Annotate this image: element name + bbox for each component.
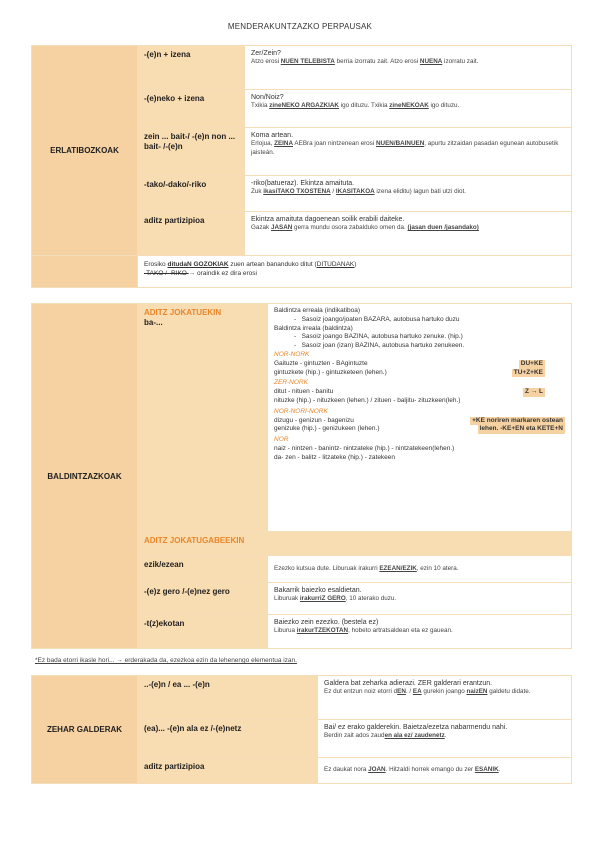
baldintzazkoak-table: [31, 303, 572, 649]
section-label-baldintzazkoak: BALDINTZAZKOAK: [32, 304, 138, 649]
footnote: *Ez bada etorri ikasle hori... → erderakada da, ezezkoa ezin da lehenengo elementua izan.: [35, 657, 297, 664]
explanation-cell: Bakarrik baiezko esaldietan. Liburuak irakurriZ GERO, 10 aterako duzu.: [268, 583, 572, 615]
zehar-galderak-table: [31, 675, 572, 784]
conditional-forms-cell: Baldintza erreala (indikatiboa) - Sasoiz joango/joaten BAZARA, autobusa hartuko duzu Baldintza irreala (baldintza) - Sasoiz joango BAZINA, autobusa hartuko zenuke. (hip.) - Sasoiz joan (izan) BAZINA, autobusa hartuko zenukeen. NOR-NORK Gaituzte - gintuzten - BAgintuzte DU+KE gintuzkete (hip.) - gintuzketeen (lehen.) TU+Z+KE ZER-NORK ditut - nituen - banitu Z → L nituzke (hip.) - nituzkeen (lehen.) / zituen - baljitu- zituzkeen(leh.) NOR-NORI-NORK dizugu - genizun - bagenizu +KE noriren markaren ostean genizuke (hip.) - genizukeen (lehen.) lehen. -KE+EN eta KETE+N NOR naiz - nintzen - banintz- nintzateke (hip.) - nintzatekeen(lehen.) da- zen - balitz - litzateke (hip.) - zatekeen: [268, 304, 572, 532]
explanation-cell: Ekintza amaituta dagoenean soilik erabili daiteke. Gazak JASAN gerra mundu osora zabalduko omen da. (jasan duen /jasandako): [245, 212, 572, 256]
page-title: MENDERAKUNTZAZKO PERPAUSAK: [227, 22, 373, 31]
explanation-cell: Ezezko kutsua dute. Liburuak irakurri EZEAN/EZIK, ezin 10 atera.: [268, 556, 572, 583]
explanation-cell: Ez daukat nora JOAN. Hitzaldi horrek emango du zer ESANIK.: [318, 758, 572, 784]
explanation-cell: Galdera bat zeharka adierazi. ZER galderari erantzun. Ez dut entzun noiz etorri dEN. / EA gurekin joango naizEN galdetu didate.: [318, 676, 572, 720]
erlatibozkoak-footer: Erosiko ditudaN GOZOKIAK zuen artean bananduko ditut (DITUDANAK) -TAKO / -RIKO → oraindik ez dira erosi: [138, 256, 572, 288]
structure-label: aditz partizipioa: [138, 212, 245, 256]
explanation-cell: Baiezko zein ezezko. (bestela ez) Liburua irakurTZEKOTAN, hobeto artratsaldean eta ez gauean.: [268, 615, 572, 649]
structure-label: ezik/ezean: [138, 556, 268, 583]
structure-label: -(e)z gero /-(e)nez gero: [138, 583, 268, 615]
erlatibozkoak-table: [31, 45, 572, 288]
explanation-cell: Zer/Zein? Atzo erosi NUEN TELEBISTA berria izorratu zait. Atzo erosi NUENA izorratu zait.: [245, 46, 572, 90]
aditz-jokatuekin-label: ADITZ JOKATUEKIN ba-...: [138, 304, 268, 532]
structure-label: ..-(e)n / ea ... -(e)n: [138, 676, 318, 720]
structure-label: aditz partizipioa: [138, 758, 318, 784]
explanation-cell: Koma artean. Erlojua, ZEINA AEBra joan nintzenean erosi NUEN/BAINUEN, apurtu zitzaidan pasadan egunean autobusetik jaisteán.: [245, 128, 572, 176]
structure-label: -(e)n + izena: [138, 46, 245, 90]
aditz-jokatugabeekin-label: ADITZ JOKATUGABEEKIN: [138, 532, 572, 556]
explanation-cell: Bai/ ez erako galderekin. Baietza/ezetza nabarmendu nahi. Berdin zait ados zauden ala ez/ zaudenetz.: [318, 720, 572, 758]
explanation-cell: Non/Noiz? Txikia zineNEKO ARGAZKIAK igo dituzu. Txikia zineNEKOAK igo dituzu.: [245, 90, 572, 128]
structure-label: -tako/-dako/-riko: [138, 176, 245, 212]
section-label-erlatibozkoak: ERLATIBOZKOAK: [32, 46, 138, 256]
structure-label: zein ... bait-/ -(e)n non ... bait- /-(e)n: [138, 128, 245, 176]
explanation-cell: -riko(batueraz). Ekintza amaituta. Zuk ikasiTAKO TXOSTENA / IKASITAKOA izena eliditu) lagun bati utzi diot.: [245, 176, 572, 212]
structure-label: -(e)neko + izena: [138, 90, 245, 128]
structure-label: (ea)... -(e)n ala ez /-(e)netz: [138, 720, 318, 758]
structure-label: -t(z)ekotan: [138, 615, 268, 649]
section-label-zehar-galderak: ZEHAR GALDERAK: [32, 676, 138, 784]
section-label-spacer: [32, 256, 138, 288]
